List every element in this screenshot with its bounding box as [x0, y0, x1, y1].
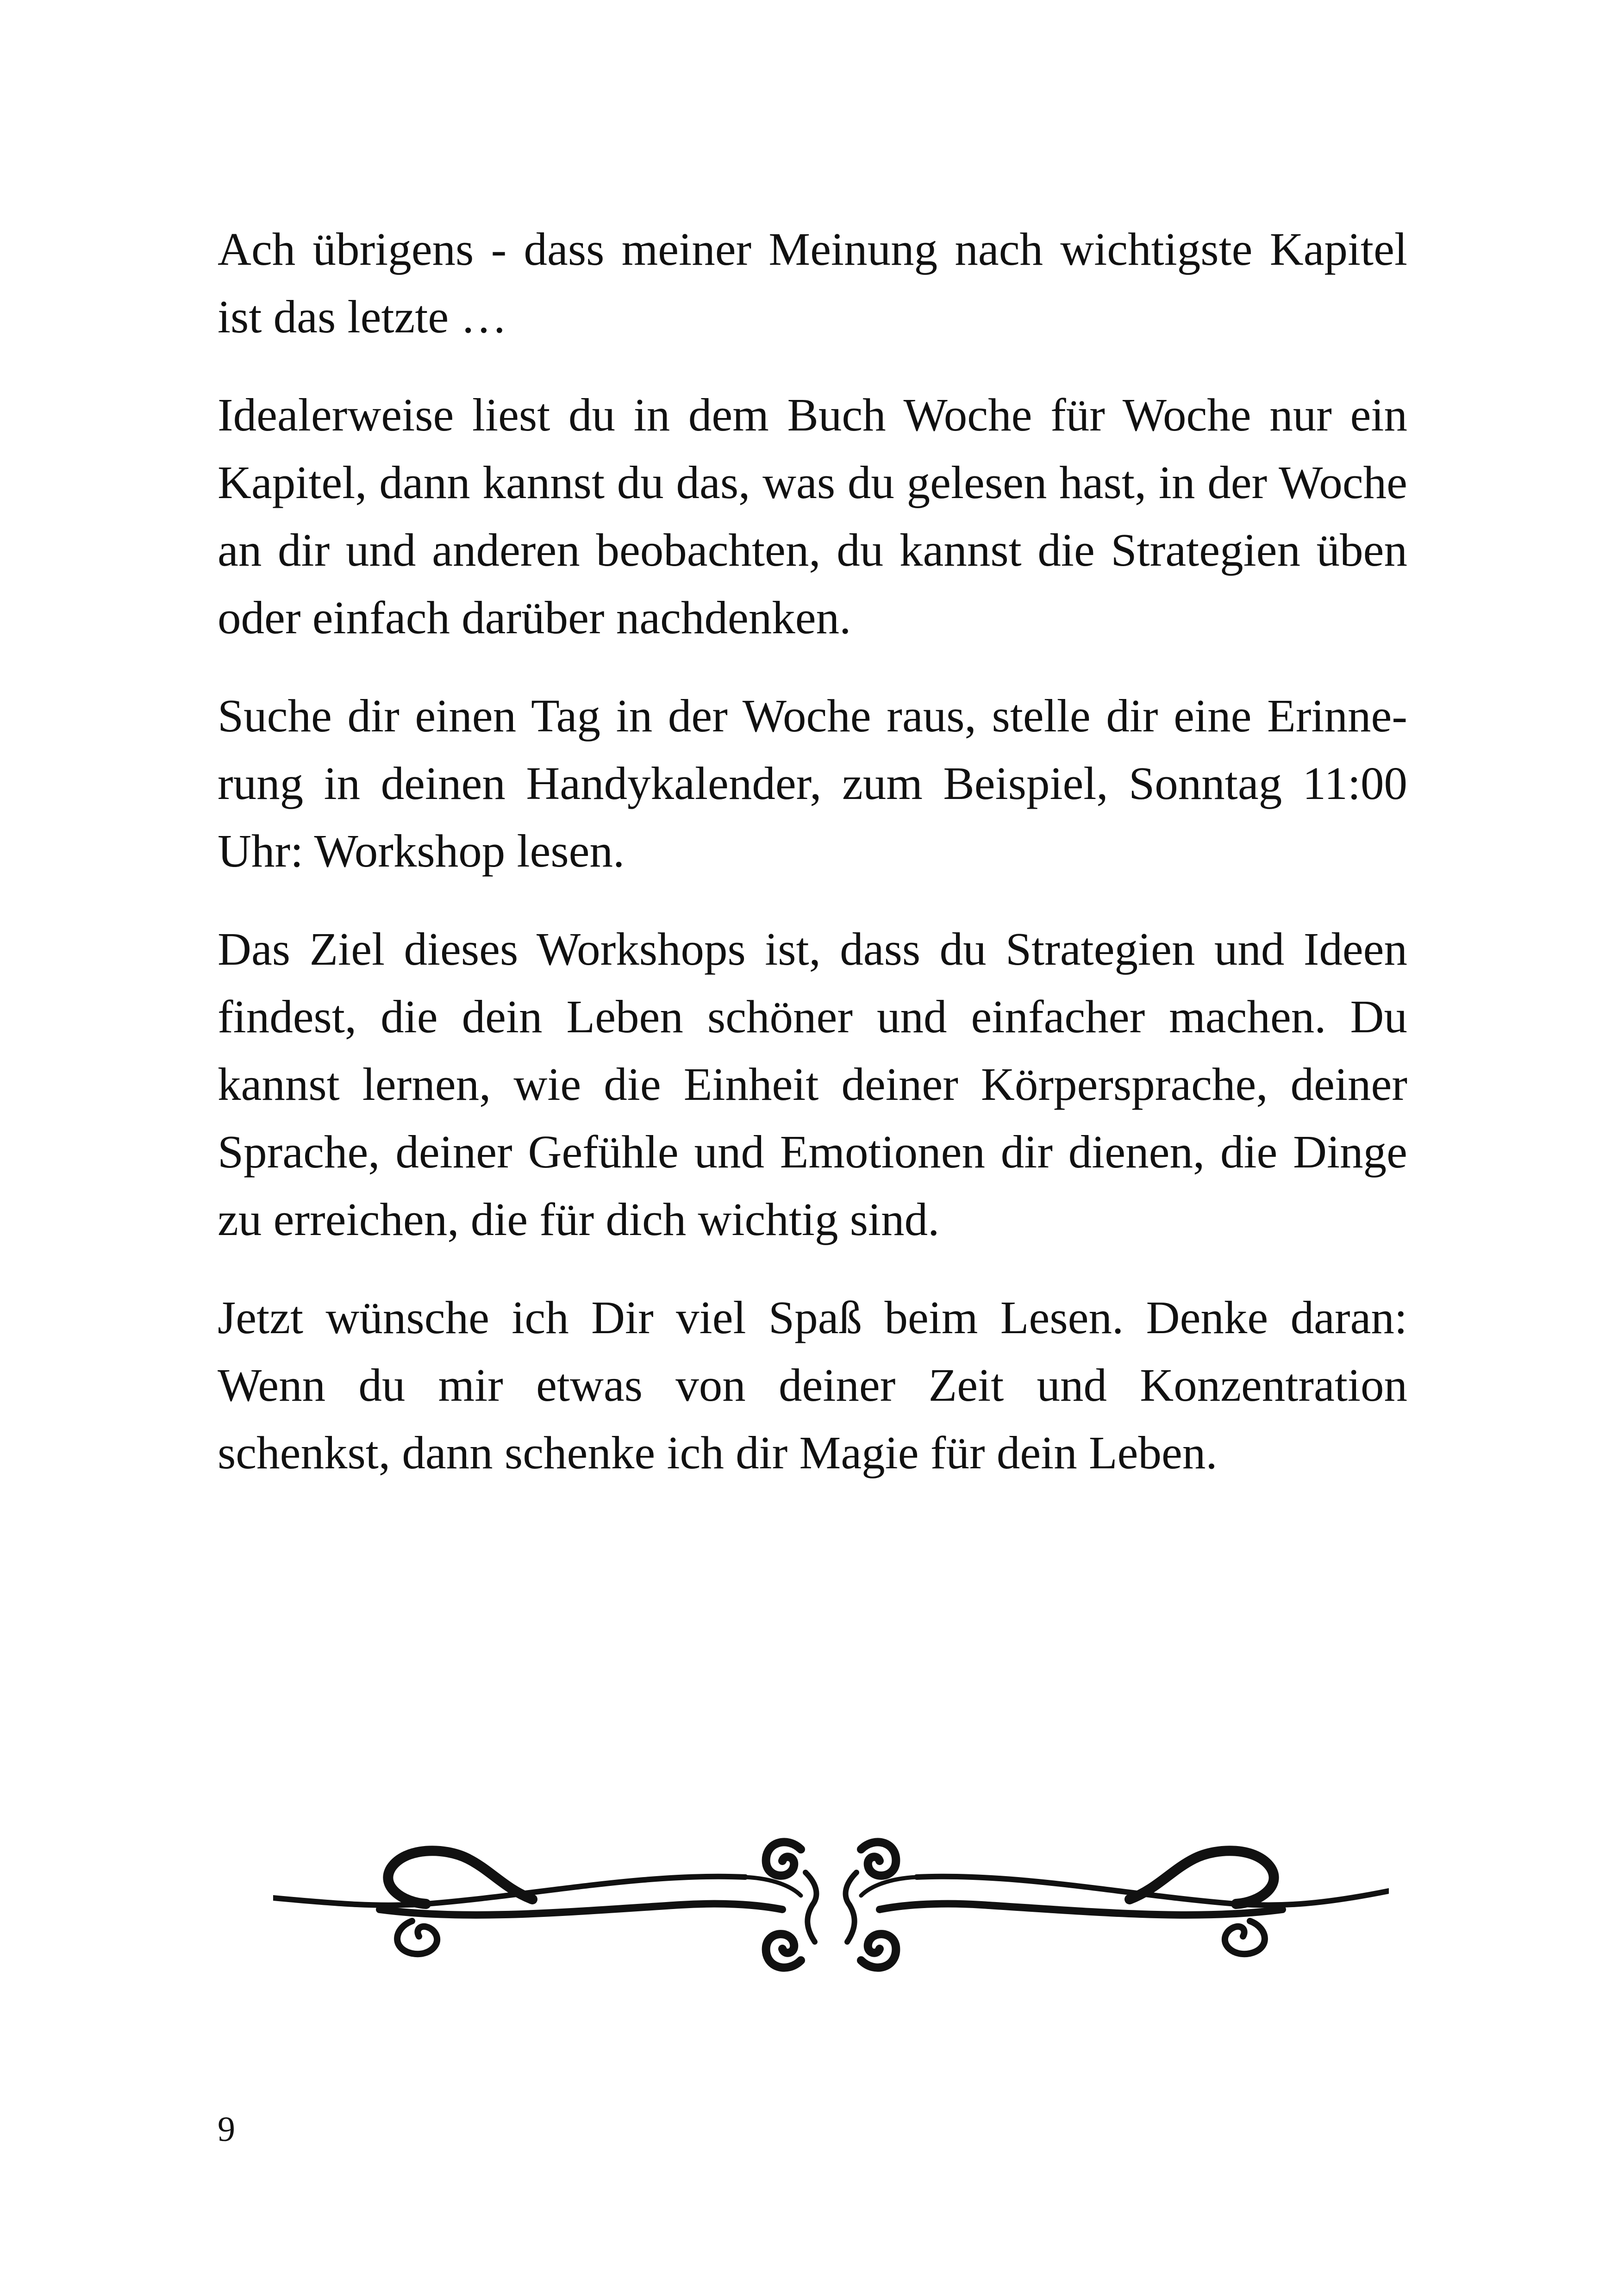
paragraph-2: Idealerweise liest du in dem Buch Woche für Woche nur ein Kapitel, dann kannst du das, was du gelesen hast, in der Woche an dir und anderen beobachten, du kannst die Strategien üben oder einfach darüber nachdenken. [218, 389, 1407, 643]
page-number: 9 [218, 2110, 235, 2149]
paragraph-1: Ach übrigens - dass meiner Meinung nach wichtigste Kapitel ist das letzte … [218, 223, 1407, 343]
flourish-divider-icon [273, 1822, 1389, 1977]
body-text [218, 215, 1407, 1517]
paragraph-4: Das Ziel dieses Workshops ist, dass du Strategien und Ideen findest, die dein Leben schöner und einfacher machen. Du kannst lernen, wie die Einheit deiner Körpersprache, deiner Sprache, deiner Gefühle und Emotionen dir dienen, die Dinge zu erreichen, die für dich wichtig sind. [218, 923, 1407, 1245]
paragraph-3: Suche dir einen Tag in der Woche raus, stelle dir eine Erinnerung in deinen Handykalender, zum Beispiel, Sonntag 11:00 Uhr: Workshop lesen. [218, 690, 1407, 877]
paragraph-5: Jetzt wünsche ich Dir viel Spaß beim Lesen. Denke daran: Wenn du mir etwas von deiner Zeit und Konzentration schenkst, dann schenke ich dir Magie für dein Leben. [218, 1292, 1407, 1479]
